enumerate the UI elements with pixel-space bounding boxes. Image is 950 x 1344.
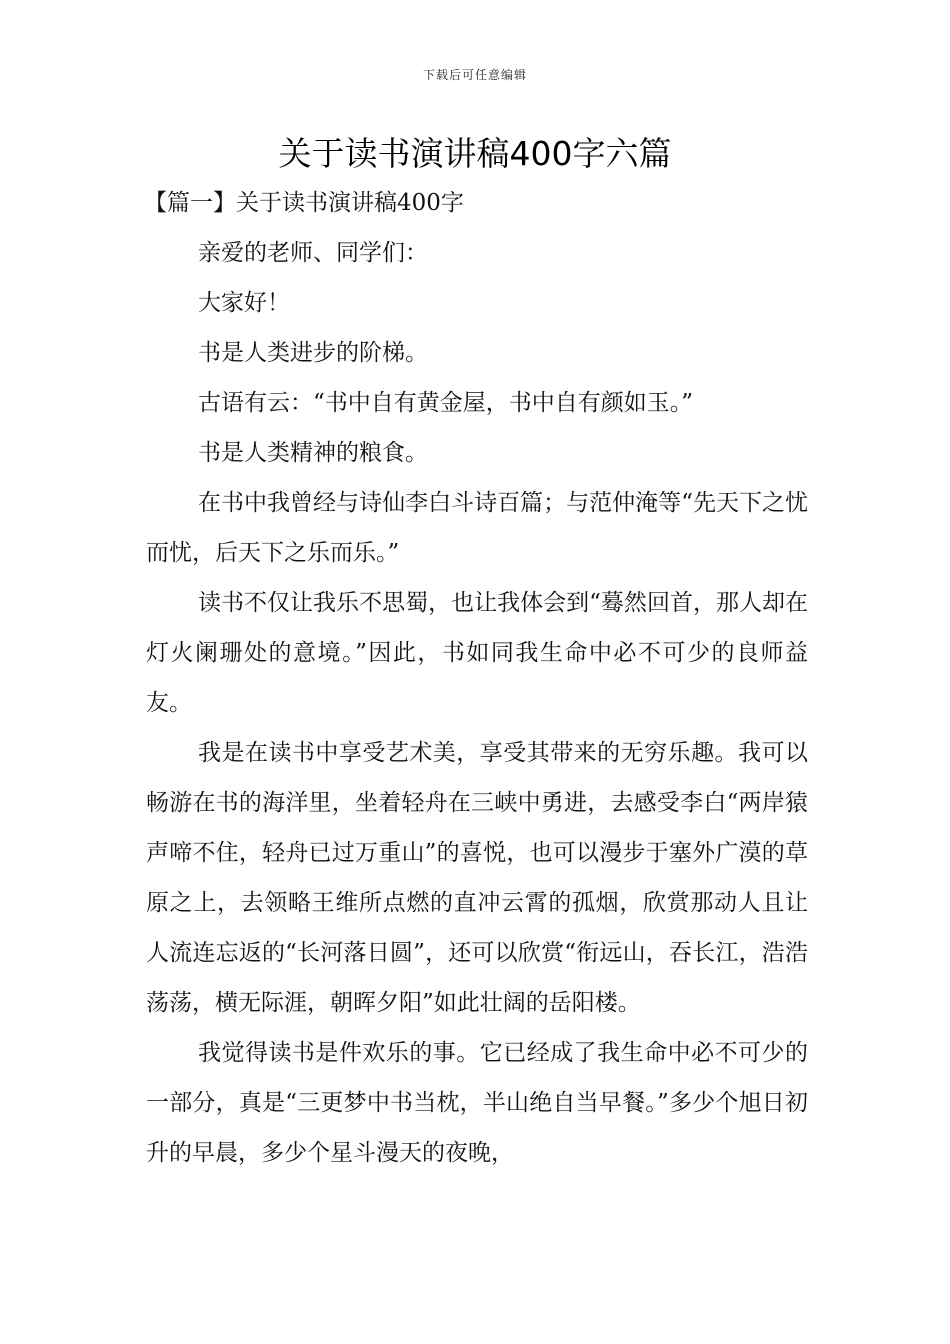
header-note: 下载后可任意编辑 (422, 68, 527, 82)
section-heading: 【篇一】关于读书演讲稿400字 (144, 190, 464, 216)
paragraph: 读书不仅让我乐不思蜀，也让我体会到“蓦然回首，那人却在灯火阑珊处的意境。”因此，书如同我生命中必不可少的良师益友。 (146, 590, 808, 716)
paragraph: 书是人类精神的粮食。 (198, 440, 428, 466)
paragraph: 我是在读书中享受艺术美，享受其带来的无穷乐趣。我可以畅游在书的海洋里，坐着轻舟在三峡中勇进，去感受李白“两岸猿声啼不住，轻舟已过万重山”的喜悦，也可以漫步于塞外广漠的草原之上，去领略王维所点燃的直冲云霄的孤烟，欣赏那动人且让人流连忘返的“长河落日圆”，还可以欣赏“衔远山，吞长江，浩浩荡荡，横无际涯，朝晖夕阳”如此壮阔的岳阳楼。 (146, 740, 808, 1016)
paragraph: 在书中我曾经与诗仙李白斗诗百篇；与范仲淹等“先天下之忧而忧，后天下之乐而乐。” (146, 490, 808, 566)
body-text (146, 228, 808, 1178)
paragraph: 我觉得读书是件欢乐的事。它已经成了我生命中必不可少的一部分，真是“三更梦中书当枕，半山绝自当早餐。”多少个旭日初升的早晨，多少个星斗漫天的夜晚， (146, 1040, 808, 1166)
paragraph-greeting: 大家好！ (198, 290, 290, 316)
document-title: 关于读书演讲稿400字六篇 (278, 134, 672, 173)
paragraph-salutation: 亲爱的老师、同学们： (198, 240, 428, 266)
paragraph: 古语有云：“书中自有黄金屋，书中自有颜如玉。” (198, 390, 694, 416)
paragraph: 书是人类进步的阶梯。 (198, 340, 428, 366)
